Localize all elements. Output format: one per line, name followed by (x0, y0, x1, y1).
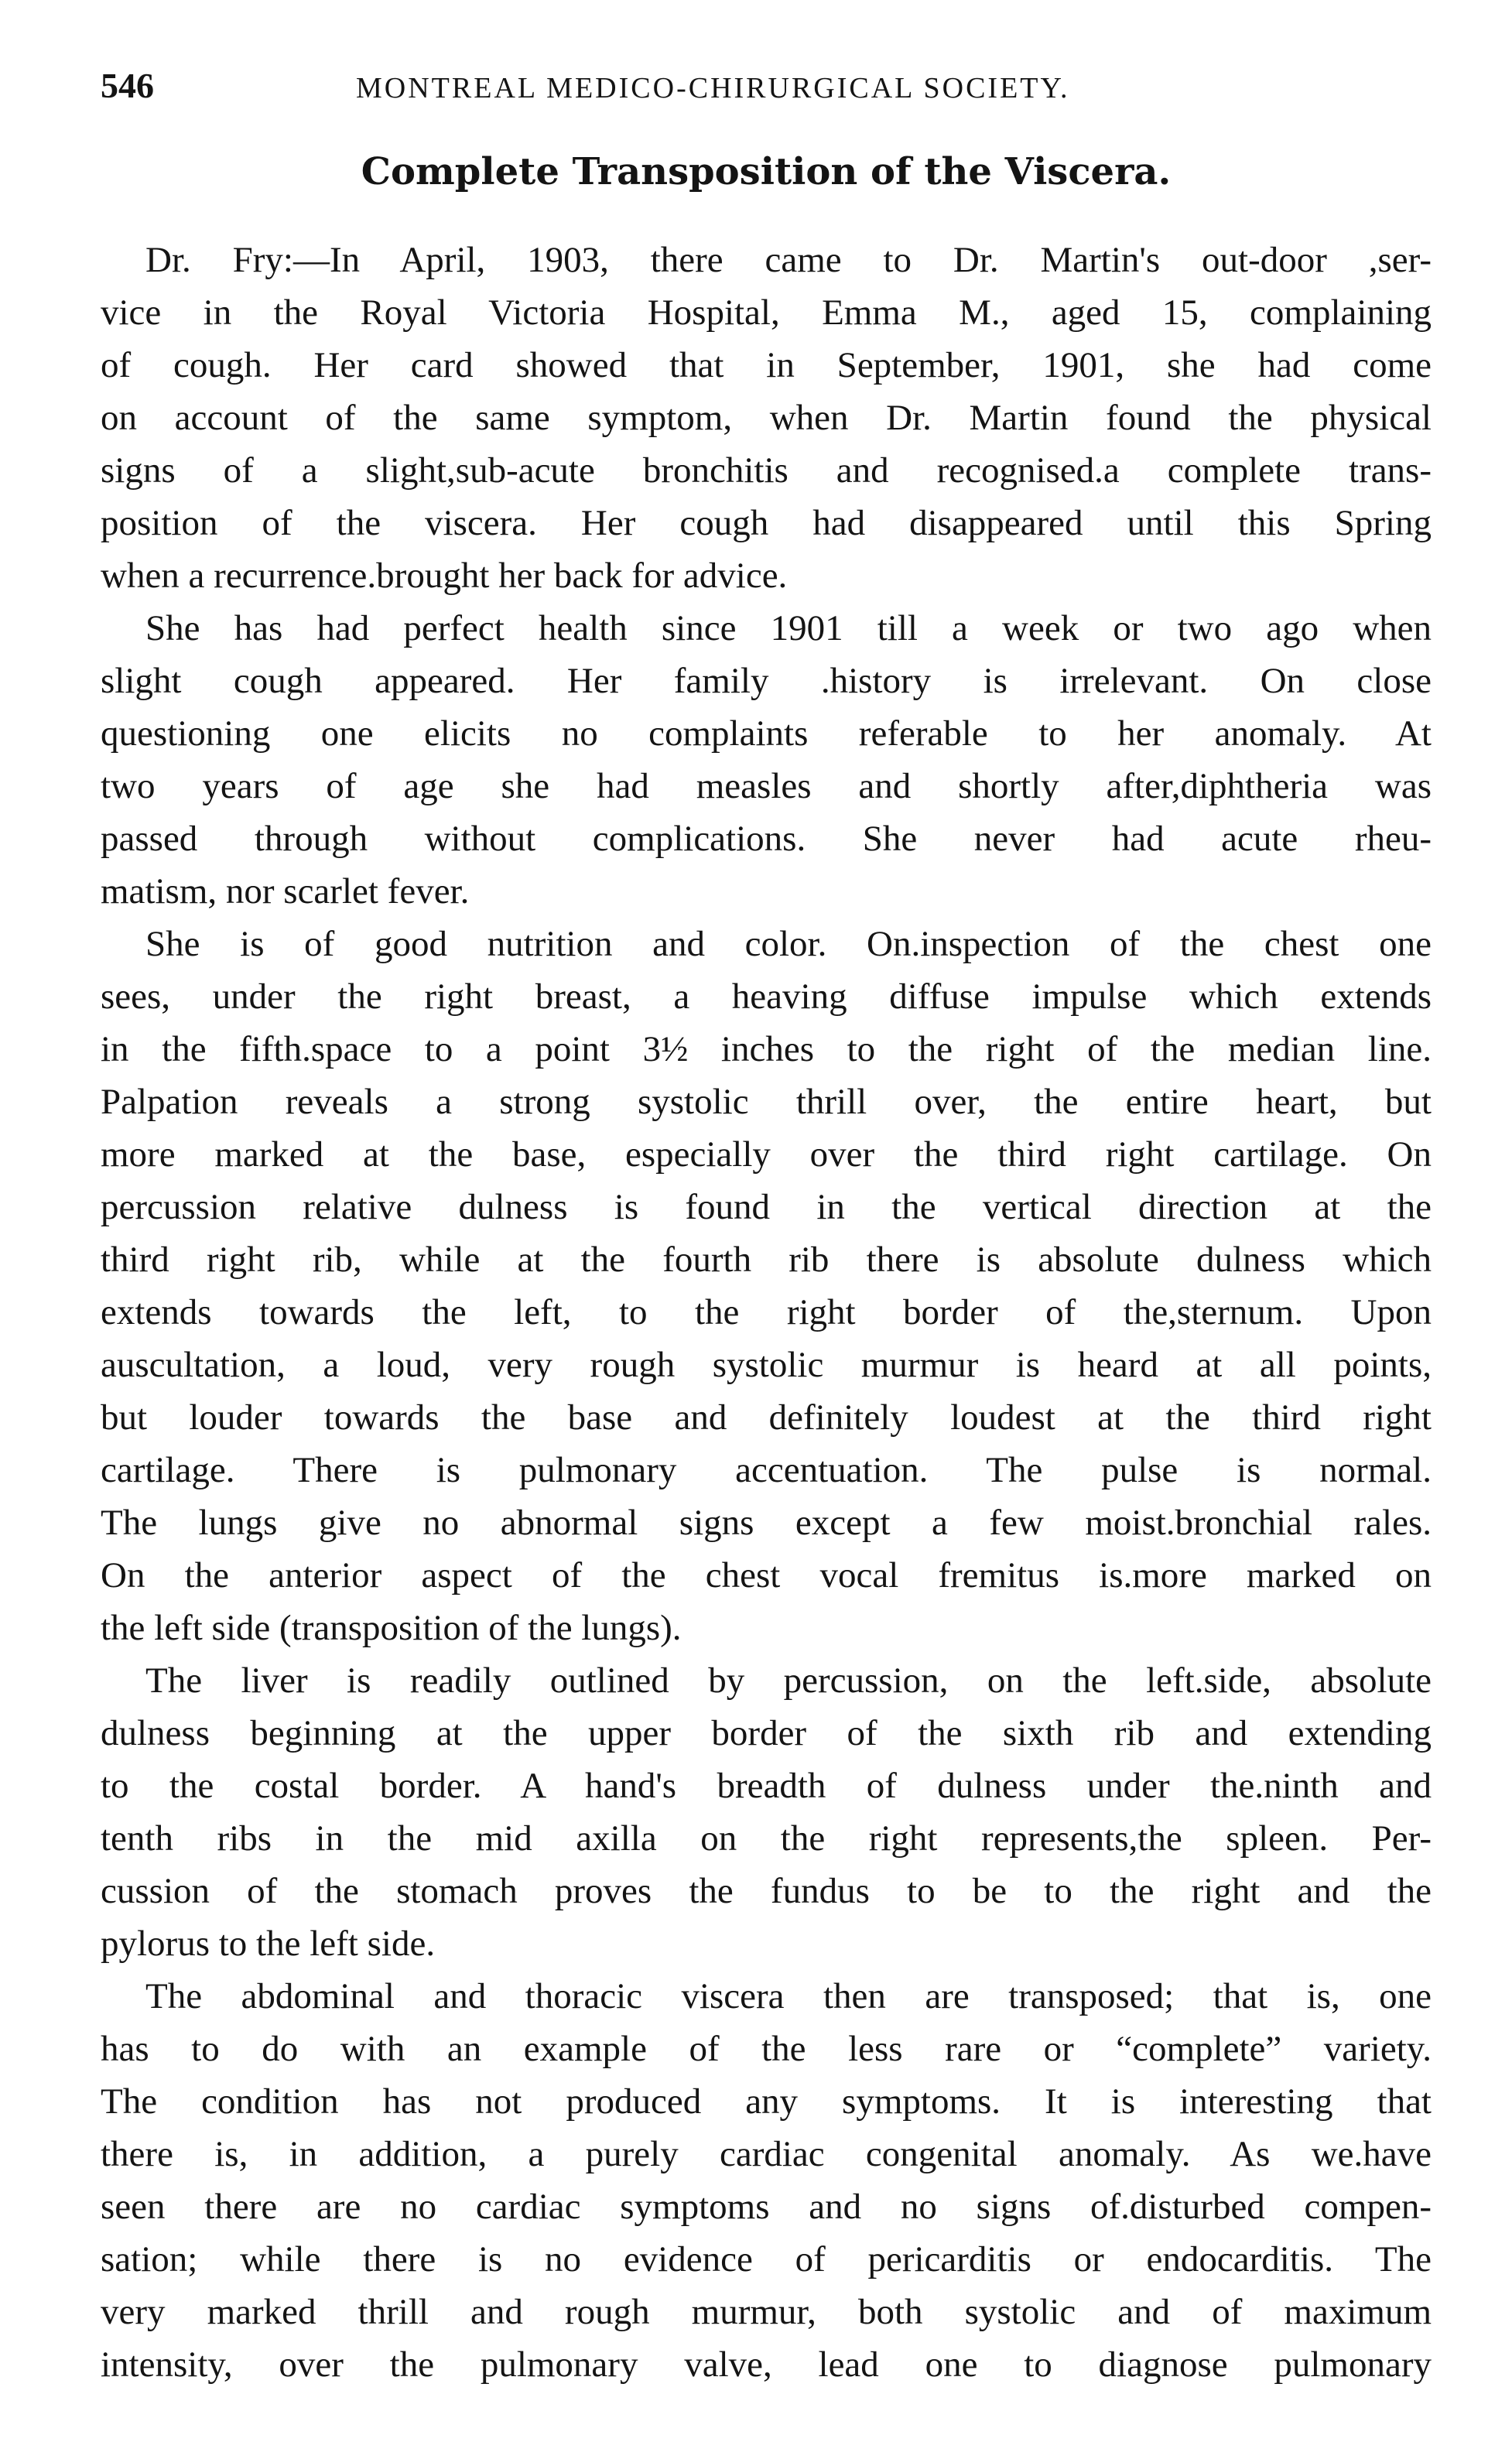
running-head: MONTREAL MEDICO-CHIRURGICAL SOCIETY. (356, 72, 1070, 104)
text-line: She is of good nutrition and color. On.inspection of the chest one (145, 924, 1432, 964)
text-line: The liver is readily outlined by percussion, on the left.side, absolute (145, 1660, 1432, 1701)
text-line: on account of the same symptom, when Dr. Martin found the physical (101, 398, 1432, 438)
text-line: there is, in addition, a purely cardiac congenital anomaly. As we.have (101, 2134, 1432, 2174)
page-header (101, 65, 1432, 119)
article-title: Complete Transposition of the Viscera. (361, 150, 1172, 193)
text-line: cartilage. There is pulmonary accentuation. The pulse is normal. (101, 1450, 1432, 1490)
text-line: Palpation reveals a strong systolic thrill over, the entire heart, but (101, 1082, 1432, 1122)
text-line: Dr. Fry:—In April, 1903, there came to Dr. Martin's out-door ,ser- (145, 240, 1432, 280)
paragraph (101, 1970, 1432, 2391)
text-line: third right rib, while at the fourth rib there is absolute dulness which (101, 1240, 1432, 1280)
paragraph (101, 602, 1432, 918)
text-line: dulness beginning at the upper border of the sixth rib and extending (101, 1713, 1432, 1753)
text-line: vice in the Royal Victoria Hospital, Emma M., aged 15, complaining (101, 292, 1432, 333)
text-line: to the costal border. A hand's breadth of dulness under the.ninth and (101, 1766, 1432, 1806)
text-line: She has had perfect health since 1901 till a week or two ago when (145, 608, 1432, 648)
text-line: The condition has not produced any symptoms. It is interesting that (101, 2081, 1432, 2122)
text-line: questioning one elicits no complaints referable to her anomaly. At (101, 713, 1432, 754)
text-line: slight cough appeared. Her family .history is irrelevant. On close (101, 661, 1432, 701)
text-line: percussion relative dulness is found in the vertical direction at the (101, 1187, 1432, 1227)
paragraph (101, 234, 1432, 602)
text-line: more marked at the base, especially over the third right cartilage. On (101, 1134, 1432, 1175)
text-line: extends towards the left, to the right border of the,sternum. Upon (101, 1292, 1432, 1332)
text-line: seen there are no cardiac symptoms and no signs of.disturbed compen- (101, 2187, 1432, 2227)
text-line: On the anterior aspect of the chest vocal fremitus is.more marked on (101, 1555, 1432, 1595)
text-line: but louder towards the base and definitely loudest at the third right (101, 1397, 1432, 1438)
text-line: of cough. Her card showed that in September, 1901, she had come (101, 345, 1432, 385)
text-line: matism, nor scarlet fever. (101, 871, 470, 911)
text-line: pylorus to the left side. (101, 1924, 436, 1964)
text-line: cussion of the stomach proves the fundus to be to the right and the (101, 1871, 1432, 1911)
text-line: sees, under the right breast, a heaving diffuse impulse which extends (101, 976, 1432, 1017)
article-body (101, 234, 1432, 2391)
page (101, 65, 1432, 2391)
text-line: very marked thrill and rough murmur, both systolic and of maximum (101, 2292, 1432, 2332)
paragraph (101, 1654, 1432, 1970)
text-line: passed through without complications. She never had acute rheu- (101, 819, 1432, 859)
text-line: The abdominal and thoracic viscera then are transposed; that is, one (145, 1976, 1432, 2016)
text-line: two years of age she had measles and shortly after,diphtheria was (101, 766, 1432, 806)
text-line: in the fifth.space to a point 3½ inches to the right of the median line. (101, 1029, 1432, 1069)
text-line: tenth ribs in the mid axilla on the right represents,the spleen. Per- (101, 1818, 1432, 1859)
text-line: The lungs give no abnormal signs except a few moist.bronchial rales. (101, 1503, 1432, 1543)
text-line: the left side (transposition of the lungs). (101, 1608, 682, 1648)
text-line: sation; while there is no evidence of pericarditis or endocarditis. The (101, 2239, 1432, 2279)
text-line: intensity, over the pulmonary valve, lead one to diagnose pulmonary (101, 2344, 1432, 2385)
paragraph (101, 918, 1432, 1654)
text-line: position of the viscera. Her cough had disappeared until this Spring (101, 503, 1432, 543)
text-line: signs of a slight,sub-acute bronchitis and recognised.a complete trans- (101, 450, 1432, 491)
text-line: auscultation, a loud, very rough systolic murmur is heard at all points, (101, 1345, 1432, 1385)
page-number: 546 (101, 66, 154, 105)
text-line: has to do with an example of the less rare or “complete” variety. (101, 2029, 1432, 2069)
text-line: when a recurrence.brought her back for advice. (101, 556, 788, 596)
